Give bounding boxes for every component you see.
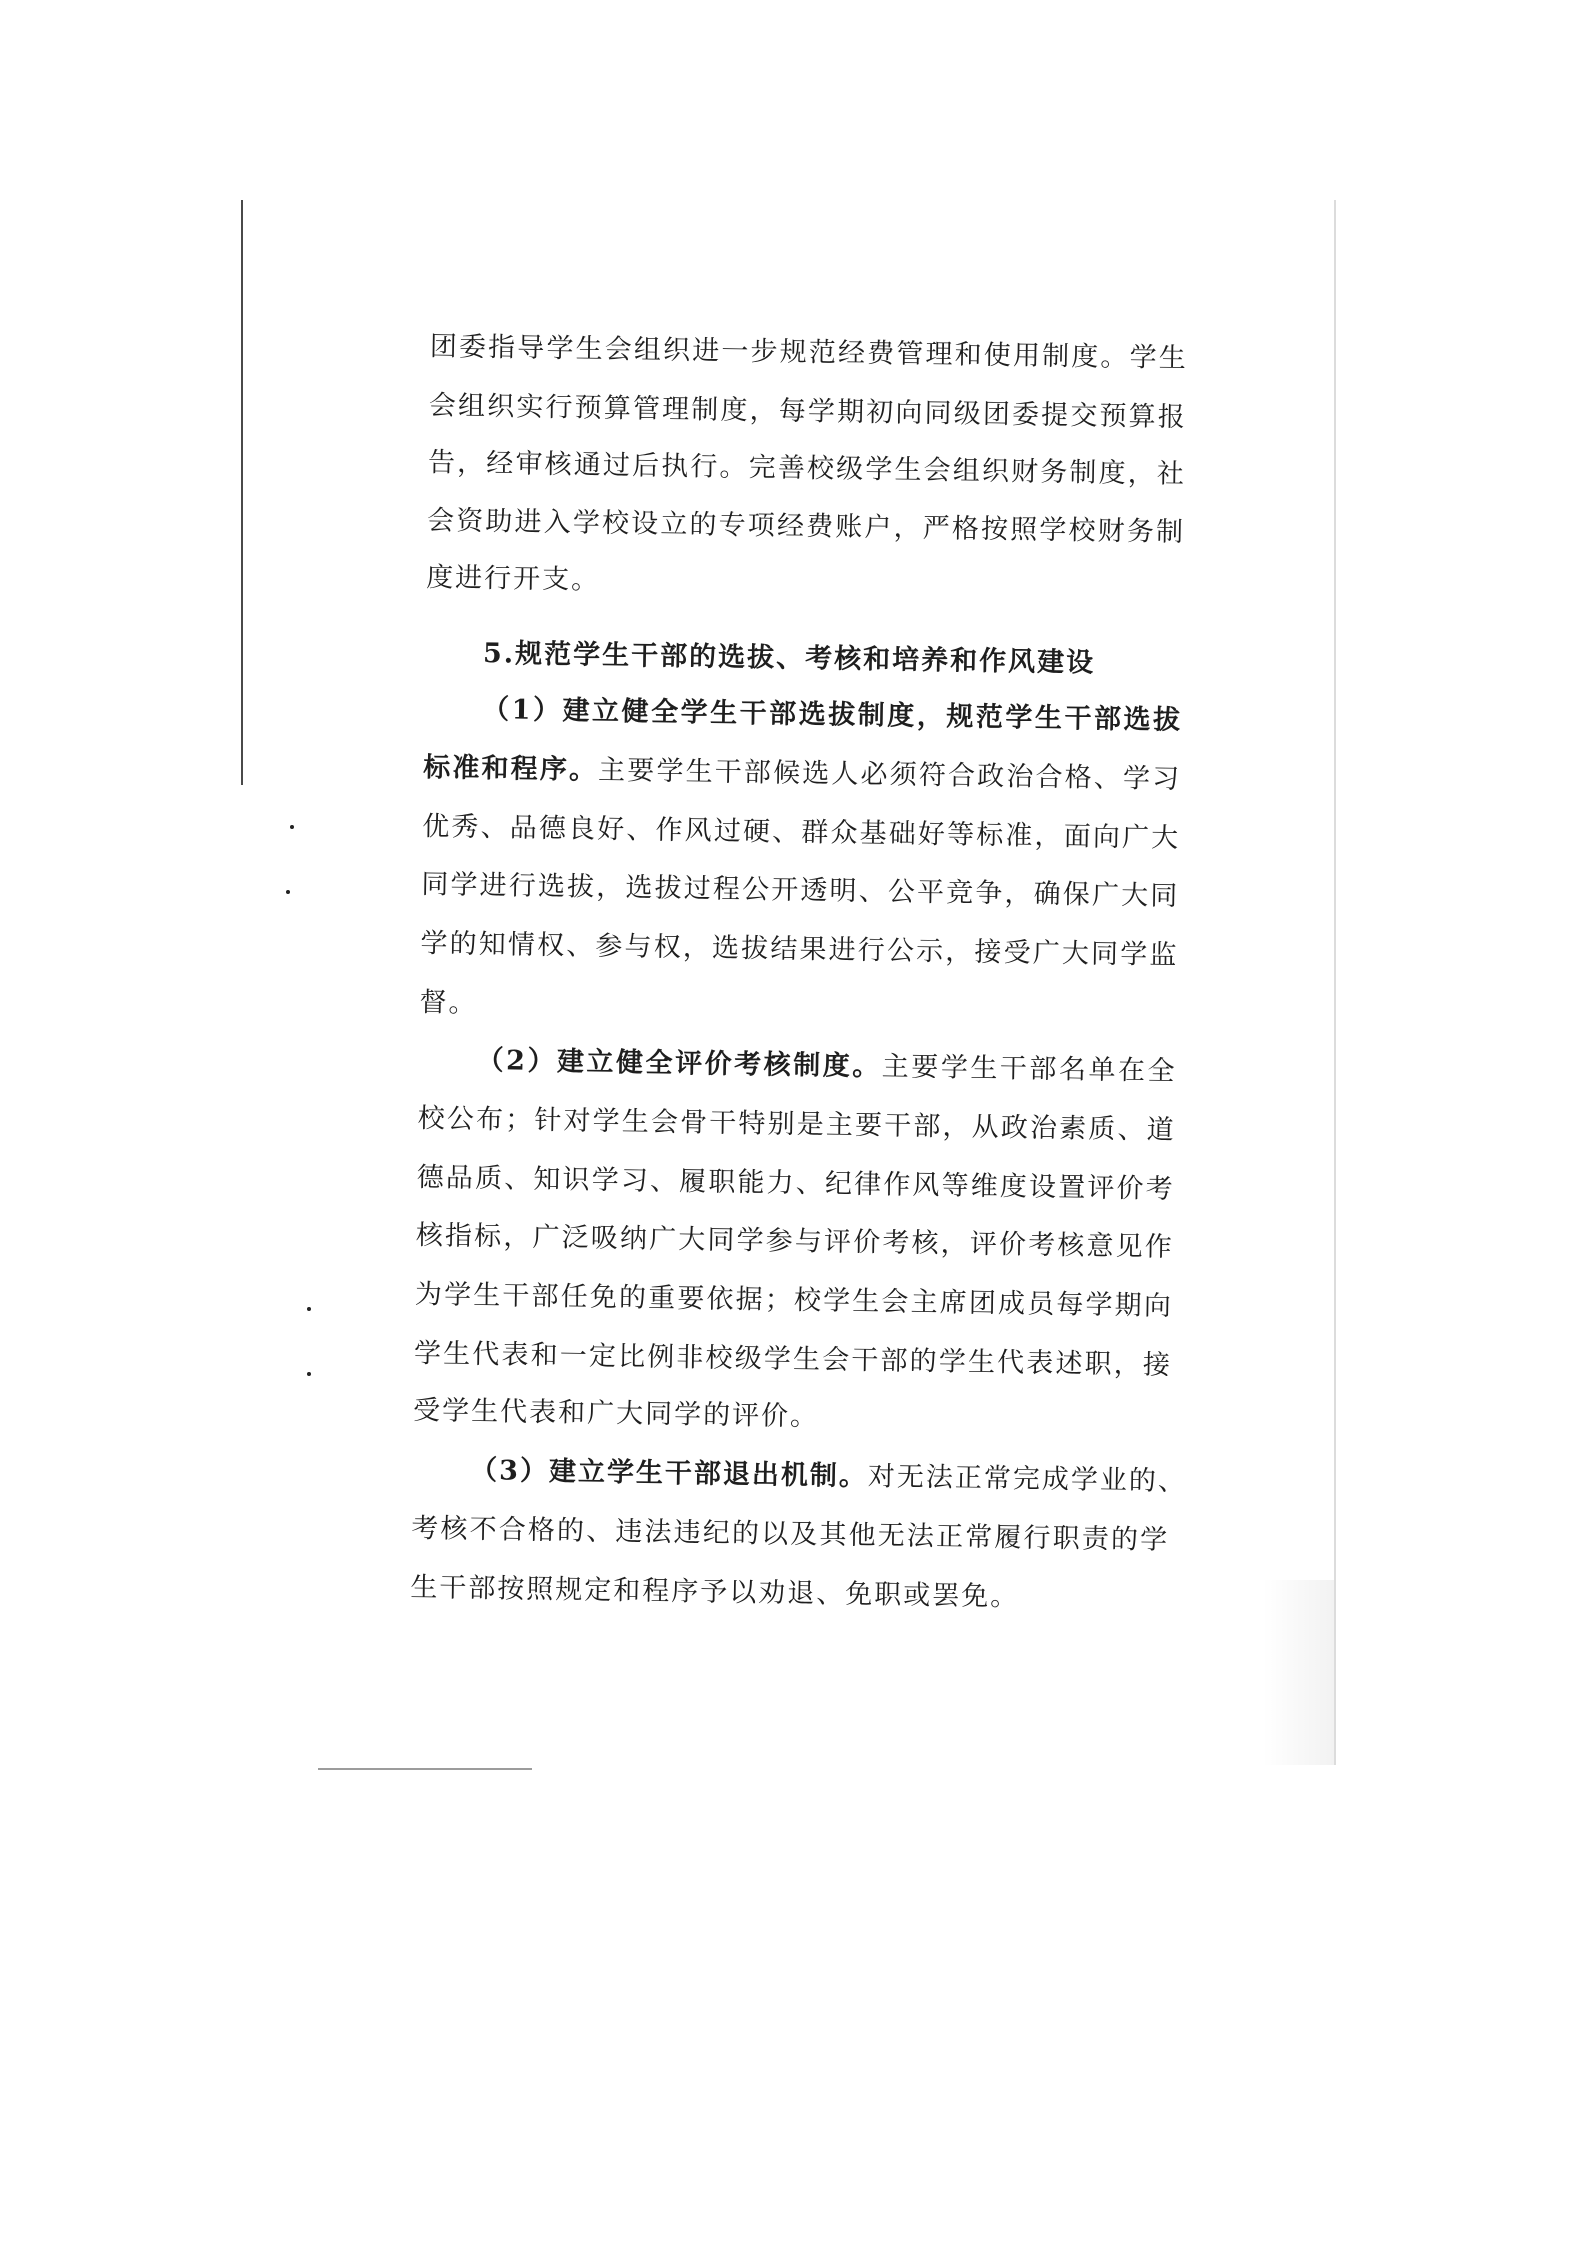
item-2-line: 核指标，广泛吸纳广大同学参与评价考核，评价考核意见作 xyxy=(415,1220,1175,1263)
item-2-line: 学生代表和一定比例非校级学生会干部的学生代表述职，接 xyxy=(413,1338,1173,1381)
scan-edge-line-bottom xyxy=(318,1768,532,1770)
item-1-bold-lead: 标准和程序。 xyxy=(422,752,599,786)
item-3-line: 考核不合格的、违法违纪的以及其他无法正常履行职责的学 xyxy=(411,1512,1170,1556)
item-1-line xyxy=(423,748,1182,800)
scan-edge-line-left xyxy=(241,200,243,785)
item-1-line: 同学进行选拔，选拔过程公开透明、公平竞争，确保广大同 xyxy=(421,869,1180,912)
item-1-line: 学的知情权、参与权，选拔结果进行公示，接受广大同学监 xyxy=(420,928,1179,971)
scan-shadow xyxy=(1262,1580,1334,1765)
item-2-line: 校公布；针对学生会骨干特别是主要干部，从政治素质、道 xyxy=(417,1103,1176,1146)
item-2-line xyxy=(418,1040,1177,1092)
item-1-line-text: 主要学生干部候选人必须符合政治合格、学习 xyxy=(597,754,1182,795)
paragraph-line: 告，经审核通过后执行。完善校级学生会组织财务制度，社 xyxy=(427,447,1187,491)
item-2-line: 为学生干部任免的重要依据；校学生会主席团成员每学期向 xyxy=(414,1279,1174,1322)
scan-dot xyxy=(290,825,294,829)
item-2-line: 受学生代表和广大同学的评价。 xyxy=(412,1394,820,1433)
section-heading: 5.规范学生干部的选拔、考核和培养和作风建设 xyxy=(482,637,1096,679)
scan-edge-line-right xyxy=(1334,200,1336,1765)
item-3-bold-lead: （3）建立学生干部退出机制。 xyxy=(469,1454,869,1493)
item-3-line xyxy=(412,1450,1188,1502)
paragraph-line: 团委指导学生会组织进一步规范经费管理和使用制度。学生 xyxy=(429,331,1188,375)
item-1-line: 督。 xyxy=(419,987,478,1019)
paragraph-line: 度进行开支。 xyxy=(425,562,601,596)
item-1-line: 优秀、品德良好、作风过硬、群众基础好等标准，面向广大 xyxy=(422,811,1181,854)
item-2-line-text: 主要学生干部名单在全 xyxy=(881,1051,1177,1087)
item-1-line: （1）建立健全学生干部选拔制度，规范学生干部选拔 xyxy=(481,693,1183,736)
item-3-line: 生干部按照规定和程序予以劝退、免职或罢免。 xyxy=(410,1571,1020,1613)
scan-dot xyxy=(307,1307,311,1311)
item-2-line: 德品质、知识学习、履职能力、纪律作风等维度设置评价考 xyxy=(416,1162,1175,1205)
document-body xyxy=(410,314,1188,1636)
scan-dot xyxy=(307,1372,311,1376)
item-2-bold-lead: （2）建立健全评价考核制度。 xyxy=(476,1044,883,1083)
paragraph-line: 会资助进入学校设立的专项经费账户，严格按照学校财务制 xyxy=(426,505,1186,549)
paragraph-line: 会组织实行预算管理制度，每学期初向同级团委提交预算报 xyxy=(428,390,1188,434)
item-3-line-text: 对无法正常完成学业的、 xyxy=(867,1461,1188,1498)
scan-dot xyxy=(286,890,290,894)
